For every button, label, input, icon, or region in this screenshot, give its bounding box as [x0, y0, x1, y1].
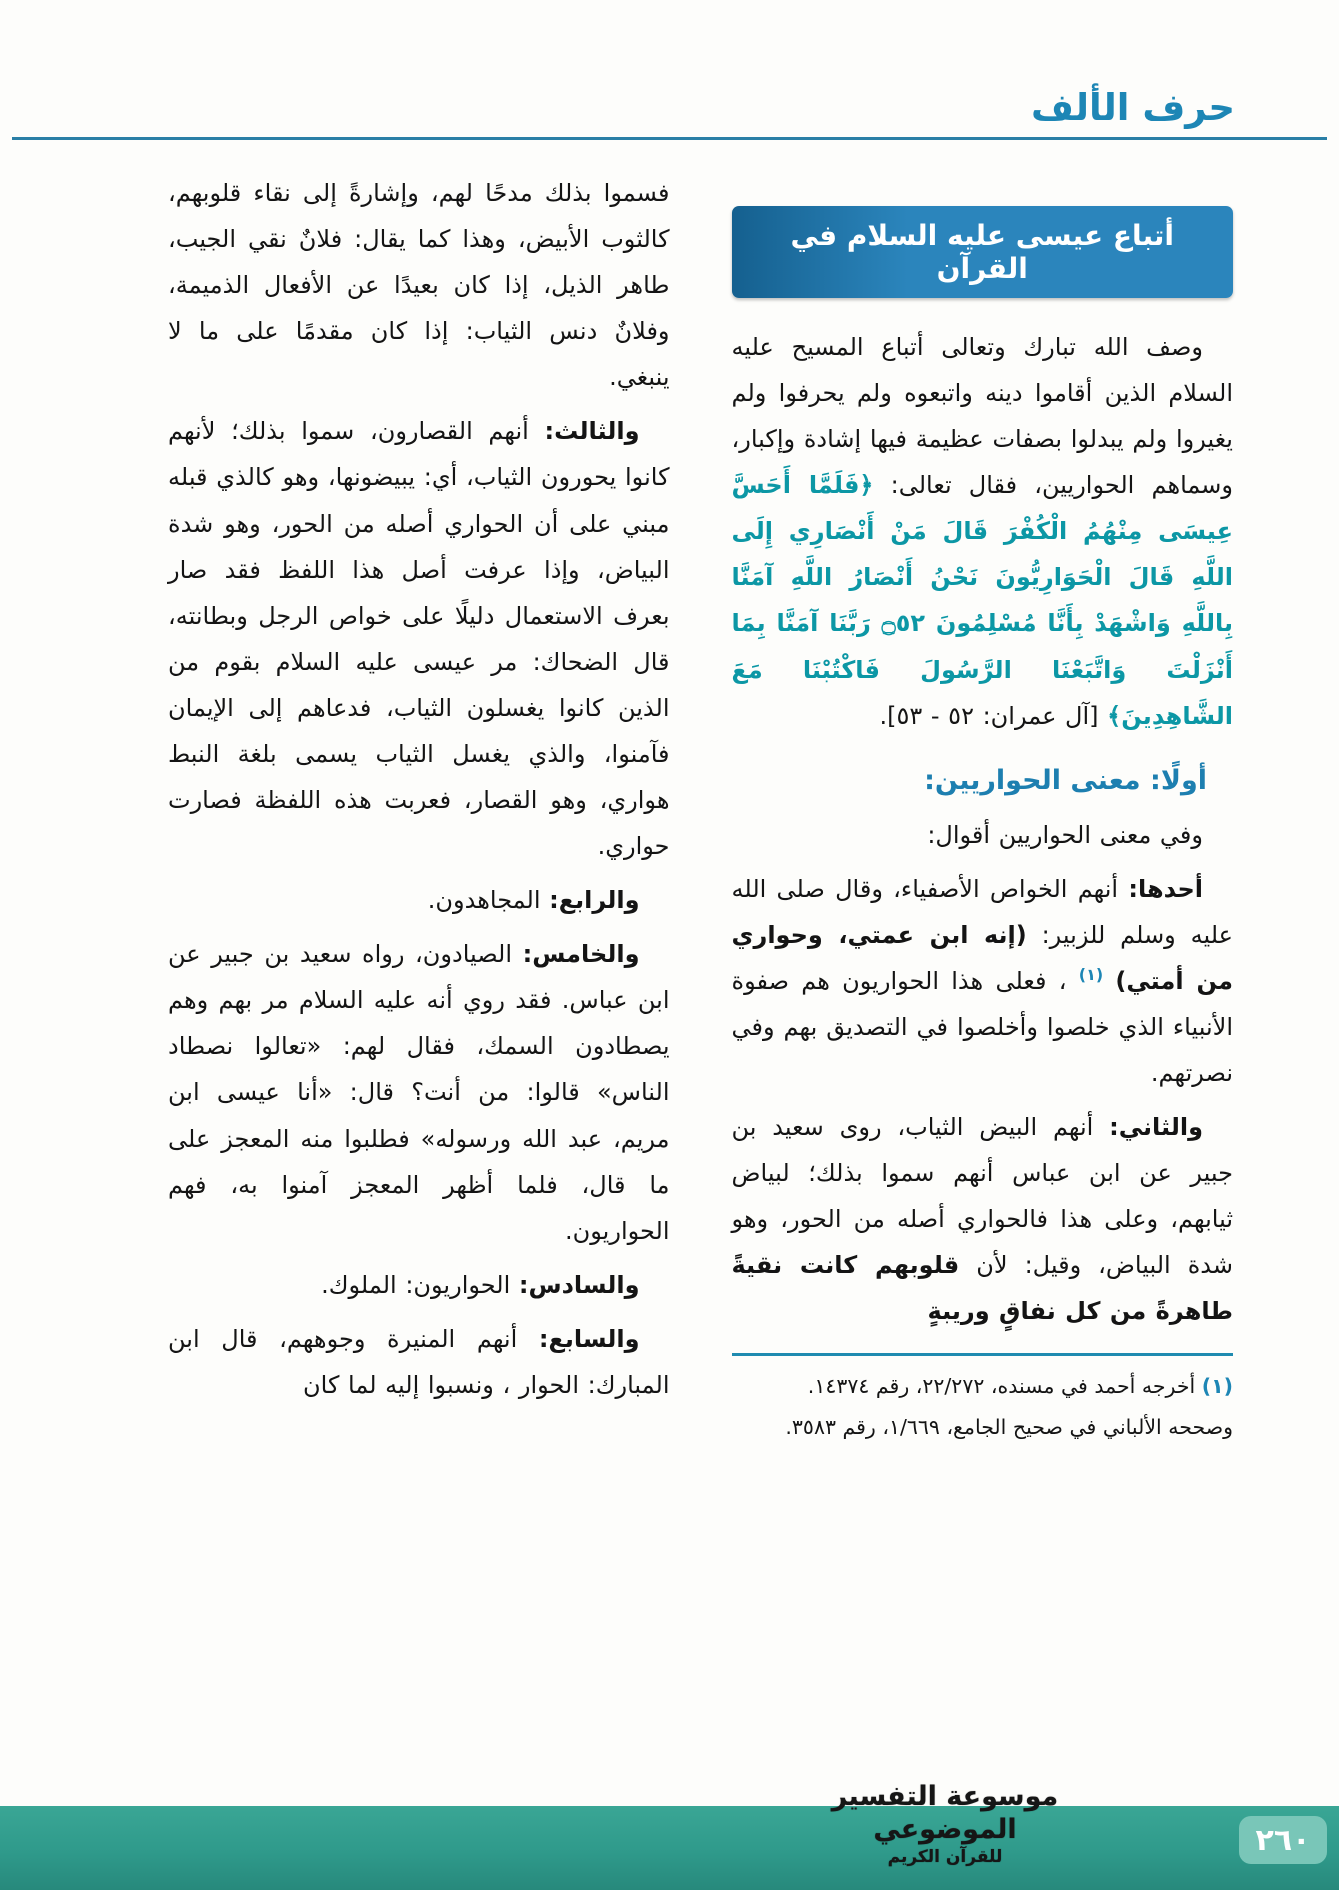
- footnote: وصححه الألباني في صحيح الجامع، ١/٦٦٩، رقم ٣٥٨٣.: [785, 1415, 1233, 1440]
- section-letter-title: حرف الألف: [1031, 86, 1235, 129]
- topic-title-box: أتباع عيسى عليه السلام في القرآن: [732, 206, 1234, 298]
- stamp-subtitle: للقرآن الكريم: [887, 1846, 1003, 1867]
- paragraph: [732, 1104, 1234, 1334]
- paragraph-lead: والسادس:: [518, 1270, 640, 1299]
- paragraph-lead: والرابع:: [549, 886, 640, 915]
- intro-paragraph: [732, 324, 1234, 739]
- page-header: [0, 0, 1339, 140]
- footer-bar: [0, 1806, 1339, 1890]
- paragraph-lead: والثاني:: [1109, 1113, 1203, 1142]
- intro-text: وصف الله تبارك وتعالى أتباع المسيح عليه السلام الذين أقاموا دينه واتبعوه ولم يحرفوا ولم يغيروا ولم يبدلوا بصفات عظيمة فيها إشادة وإكبار، وسماهم الحواريين، فقال تعالى:: [731, 333, 1233, 500]
- paragraph-text: أنهم القصارون، سموا بذلك؛ لأنهم كانوا يحورون الثياب، أي: يبيضونها، وهو كالذي قبله مبني على أن الحواري أصله من الحور، وهو شدة البياض، وإذا عرفت أصل هذا اللفظ فقد صار بعرف الاستعمال دليلًا على خواص الرجل وبطانته، قال الضحاك: مر عيسى عليه السلام بقوم من الذين كانوا يغسلون الثياب، فدعاهم إلى الإيمان فآمنوا، والذي يغسل الثياب يسمى بلغة النبط هواري، وهو القصار، فعربت هذه اللفظة فصارت حواري.: [168, 417, 670, 861]
- quran-verse: ﴿فَلَمَّا أَحَسَّ عِيسَى مِنْهُمُ الْكُفْرَ قَالَ مَنْ أَنْصَارِي إِلَى اللَّهِ قَالَ الْحَوَارِيُّونَ نَحْنُ أَنْصَارُ اللَّهِ آمَنَّا بِاللَّهِ وَاشْهَدْ بِأَنَّا مُسْلِمُونَ ۝٥٢ رَبَّنَا آمَنَّا بِمَا أَنْزَلْتَ وَاتَّبَعْنَا الرَّسُولَ فَاكْتُبْنَا مَعَ الشَّاهِدِينَ﴾: [731, 471, 1233, 730]
- footnotes-block: [732, 1353, 1234, 1448]
- paragraph: [168, 170, 670, 400]
- hadith-text: (إنه ابن عمتي، وحواري من أمتي): [731, 920, 1234, 995]
- footnote-marker: (١): [1201, 1373, 1233, 1398]
- paragraph: [168, 408, 670, 869]
- right-column: [732, 170, 1234, 1451]
- paragraph-lead: والثالث:: [544, 417, 640, 446]
- section-heading-meaning: أولًا: معنى الحواريين:: [924, 764, 1207, 796]
- paragraph: [168, 1316, 670, 1408]
- paragraph: [168, 1262, 670, 1308]
- footnote-reference: (١): [1078, 964, 1104, 984]
- two-column-content: [168, 170, 1233, 1451]
- left-column: [168, 170, 670, 1416]
- paragraph-text: ، فعلى هذا الحواريون هم صفوة الأنبياء الذي خلصوا وأخلصوا في التصديق بهم وفي نصرتهم.: [731, 966, 1233, 1088]
- paragraph-emphasis: قلوبهم كانت نقيةً طاهرةً من كل نفاقٍ وريبةٍ: [731, 1251, 1233, 1326]
- verse-reference: [آل عمران: ٥٢ - ٥٣].: [879, 701, 1099, 730]
- paragraph-text: فسموا بذلك مدحًا لهم، وإشارةً إلى نقاء قلوبهم، كالثوب الأبيض، وهذا كما يقال: فلانٌ نقي الجيب، طاهر الذيل، إذا كان بعيدًا عن الأفعال الذميمة، وفلانٌ دنس الثياب: إذا كان مقدمًا على ما لا ينبغي.: [168, 179, 670, 392]
- paragraph-text: الصيادون، رواه سعيد بن جبير عن ابن عباس. فقد روي أنه عليه السلام مر بهم وهم يصطادون السمك، فقال لهم: «تعالوا نصطاد الناس» قالوا: من أنت؟ قال: «أنا عيسى ابن مريم، عبد الله ورسوله» فطلبوا منه المعجز على ما قال، فلما أظهر المعجز آمنوا به، فهم الحواريون.: [168, 940, 670, 1245]
- publisher-stamp: [790, 1781, 1100, 1868]
- paragraph: وفي معنى الحواريين أقوال:: [927, 820, 1203, 849]
- stamp-title: موسوعة التفسير الموضوعي: [831, 1781, 1059, 1845]
- paragraph-text: الحواريون: الملوك.: [321, 1270, 519, 1299]
- page-number-badge: ٢٦٠: [1239, 1816, 1327, 1864]
- paragraph: [168, 931, 670, 1254]
- paragraph-lead: والخامس:: [522, 940, 640, 969]
- paragraph-lead: أحدها:: [1128, 874, 1203, 903]
- paragraph-text: أنهم المنيرة وجوههم، قال ابن المبارك: الحوار ، ونسبوا إليه لما كان: [168, 1324, 670, 1399]
- footnote-text: أخرجه أحمد في مسنده، ٢٢/٢٧٢، رقم ١٤٣٧٤.: [807, 1373, 1196, 1398]
- footnote: [732, 1368, 1234, 1406]
- paragraph: [168, 877, 670, 923]
- paragraph-text: المجاهدون.: [427, 886, 550, 915]
- paragraph-text: أنهم البيض الثياب، روى سعيد بن جبير عن ابن عباس أنهم سموا بذلك؛ لبياض ثيابهم، وعلى هذا فالحواري أصله من الحور، وهو شدة البياض، وقيل: لأن: [731, 1113, 1234, 1280]
- header-rule: [12, 137, 1327, 140]
- paragraph-text: أنهم الخواص الأصفياء، وقال صلى الله عليه وسلم للزبير:: [731, 874, 1233, 949]
- paragraph: [732, 866, 1234, 1096]
- paragraph-lead: والسابع:: [538, 1324, 640, 1353]
